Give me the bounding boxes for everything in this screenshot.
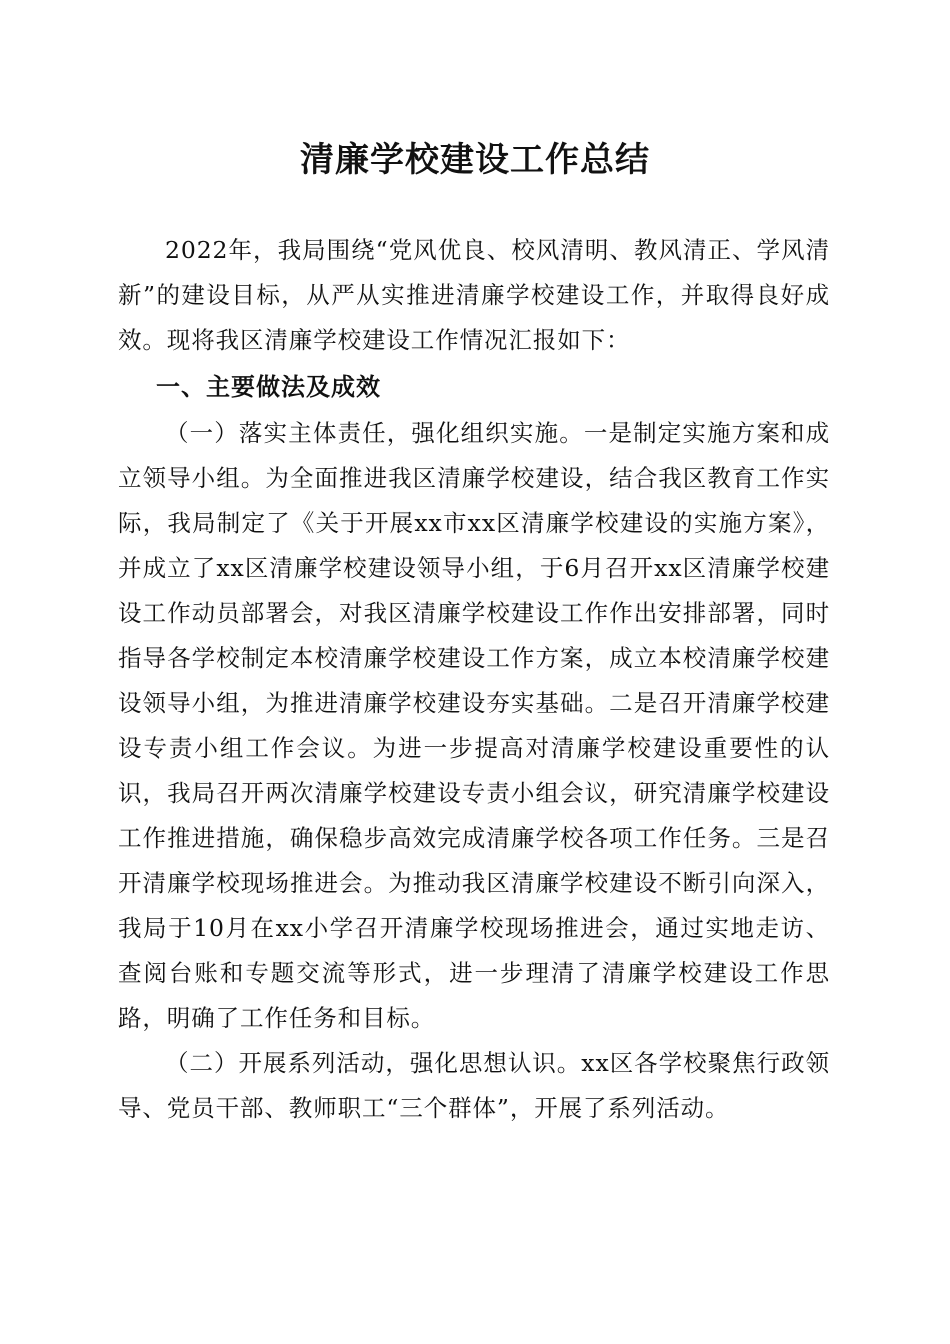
- paragraph-1-body: 一是制定实施方案和成立领导小组。为全面推进我区清廉学校建设，结合我区教育工作实际，我局制定了《关于开展xx市xx区清廉学校建设的实施方案》，并成立了xx区清廉学校建设领导小组，于6月召开xx区清廉学校建设工作动员部署会，对我区清廉学校建设工作作出安排部署，同时指导各学校制定本校清廉学校建设工作方案，成立本校清廉学校建设领导小组，为推进清廉学校建设夯实基础。二是召开清廉学校建设专责小组工作会议。为进一步提高对清廉学校建设重要性的认识，我局召开两次清廉学校建设专责小组会议，研究清廉学校建设工作推进措施，确保稳步高效完成清廉学校各项工作任务。三是召开清廉学校现场推进会。为推动我区清廉学校建设不断引向深入，我局于10月在xx小学召开清廉学校现场推进会，通过实地走访、查阅台账和专题交流等形式，进一步理清了清廉学校建设工作思路，明确了工作任务和目标。: [118, 419, 831, 1032]
- paragraph-2-body: xx区各学校聚焦行政领导、党员干部、教师职工“三个群体”，开展了系列活动。: [118, 1049, 830, 1122]
- document-title: 清廉学校建设工作总结: [300, 140, 650, 180]
- paragraph-1: [118, 411, 830, 1041]
- paragraph-2-lead: （二）开展系列活动，强化思想认识。: [165, 1049, 582, 1077]
- paragraph-1-lead: （一）落实主体责任，强化组织实施。: [165, 419, 584, 447]
- paragraph-2: [118, 1041, 830, 1131]
- document-body: [118, 228, 830, 1131]
- section-heading-1: 一、主要做法及成效: [156, 373, 381, 401]
- intro-paragraph: 2022年，我局围绕“党风优良、校风清明、教风清正、学风清新”的建设目标，从严从实推进清廉学校建设工作，并取得良好成效。现将我区清廉学校建设工作情况汇报如下：: [118, 236, 830, 354]
